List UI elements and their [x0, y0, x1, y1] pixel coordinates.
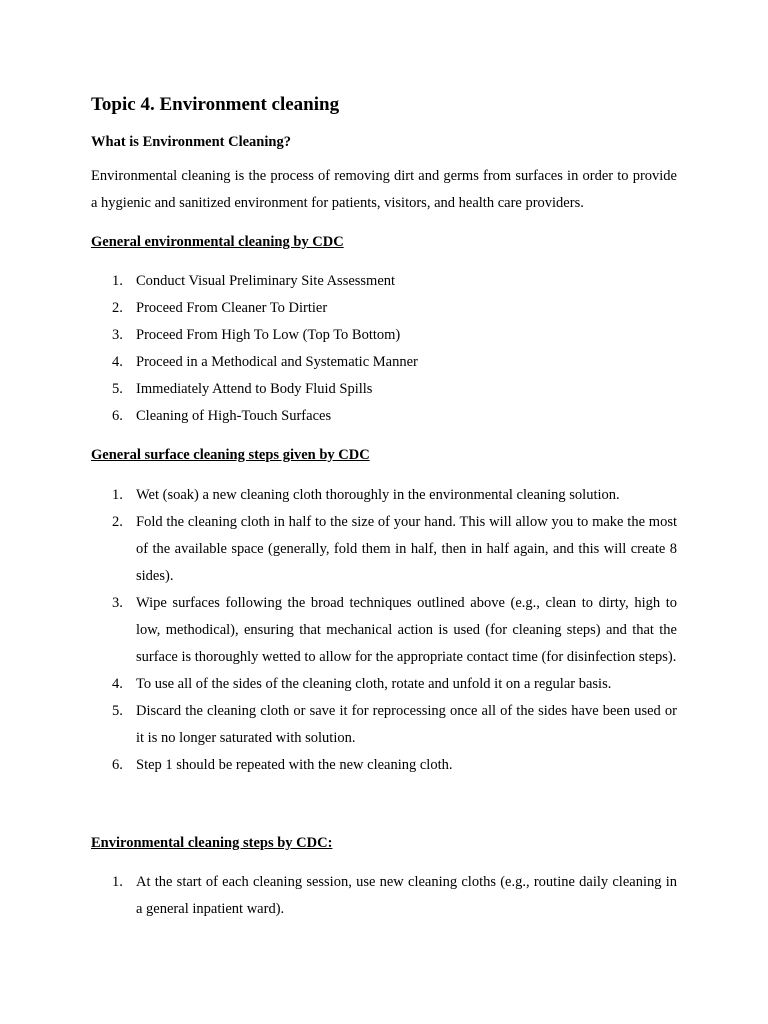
intro-paragraph: Environmental cleaning is the process of removing dirt and germs from surfaces in order to provide a hygienic and sanitized environment for patients, visitors, and health care providers. — [91, 168, 677, 211]
list-number: 3. — [112, 327, 123, 343]
list-item-text: Wipe surfaces following the broad techniques outlined above (e.g., clean to dirty, high to low, methodical), ensuring that mechanical action is used (for cleaning steps) and that the surface is thoroughly wetted to allow for the appropriate contact time (for disinfection steps). — [136, 595, 677, 665]
list-item-text: Immediately Attend to Body Fluid Spills — [136, 381, 373, 397]
list-item — [91, 752, 677, 779]
list-item-text: Conduct Visual Preliminary Site Assessment — [136, 273, 396, 289]
list-item-text: Proceed From High To Low (Top To Bottom) — [136, 327, 401, 343]
list-number: 1. — [112, 273, 123, 289]
section-heading-surface-cleaning-steps: General surface cleaning steps given by CDC — [91, 447, 370, 463]
environmental-cleaning-steps-list — [91, 869, 677, 923]
list-item-text: Fold the cleaning cloth in half to the size of your hand. This will allow you to make the most of the available space (generally, fold them in half, then in half again, and this will create 8 sides). — [136, 514, 677, 584]
list-number: 5. — [112, 703, 123, 719]
surface-cleaning-steps-list — [91, 482, 677, 779]
list-number: 2. — [112, 514, 123, 530]
list-number: 1. — [112, 874, 123, 890]
list-item — [91, 349, 677, 376]
list-item-text: Step 1 should be repeated with the new cleaning cloth. — [136, 757, 453, 773]
subtitle: What is Environment Cleaning? — [91, 134, 291, 150]
list-number: 6. — [112, 757, 123, 773]
list-number: 6. — [112, 408, 123, 424]
list-item-text: Discard the cleaning cloth or save it for reprocessing once all of the sides have been used or it is no longer saturated with solution. — [136, 703, 677, 746]
list-item-text: Proceed From Cleaner To Dirtier — [136, 300, 328, 316]
list-item — [91, 509, 677, 590]
list-number: 5. — [112, 381, 123, 397]
list-number: 1. — [112, 487, 123, 503]
list-item-text: Proceed in a Methodical and Systematic Manner — [136, 354, 418, 370]
list-item — [91, 869, 677, 923]
list-item — [91, 322, 677, 349]
list-item — [91, 671, 677, 698]
list-number: 4. — [112, 676, 123, 692]
list-item-text: At the start of each cleaning session, use new cleaning cloths (e.g., routine daily cleaning in a general inpatient ward). — [136, 874, 677, 917]
list-item — [91, 698, 677, 752]
section-heading-general-environmental-cleaning: General environmental cleaning by CDC — [91, 234, 344, 250]
section-heading-environmental-cleaning-steps: Environmental cleaning steps by CDC: — [91, 835, 333, 851]
list-item-text: Cleaning of High-Touch Surfaces — [136, 408, 332, 424]
page-title: Topic 4. Environment cleaning — [91, 94, 340, 115]
list-number: 3. — [112, 595, 123, 611]
list-item — [91, 482, 677, 509]
list-item — [91, 403, 677, 430]
list-number: 2. — [112, 300, 123, 316]
list-item — [91, 590, 677, 671]
list-item-text: To use all of the sides of the cleaning cloth, rotate and unfold it on a regular basis. — [136, 676, 612, 692]
list-item-text: Wet (soak) a new cleaning cloth thoroughly in the environmental cleaning solution. — [136, 487, 620, 503]
list-item — [91, 295, 677, 322]
list-item — [91, 376, 677, 403]
environmental-cleaning-list — [91, 268, 677, 430]
list-item — [91, 268, 677, 295]
list-number: 4. — [112, 354, 123, 370]
